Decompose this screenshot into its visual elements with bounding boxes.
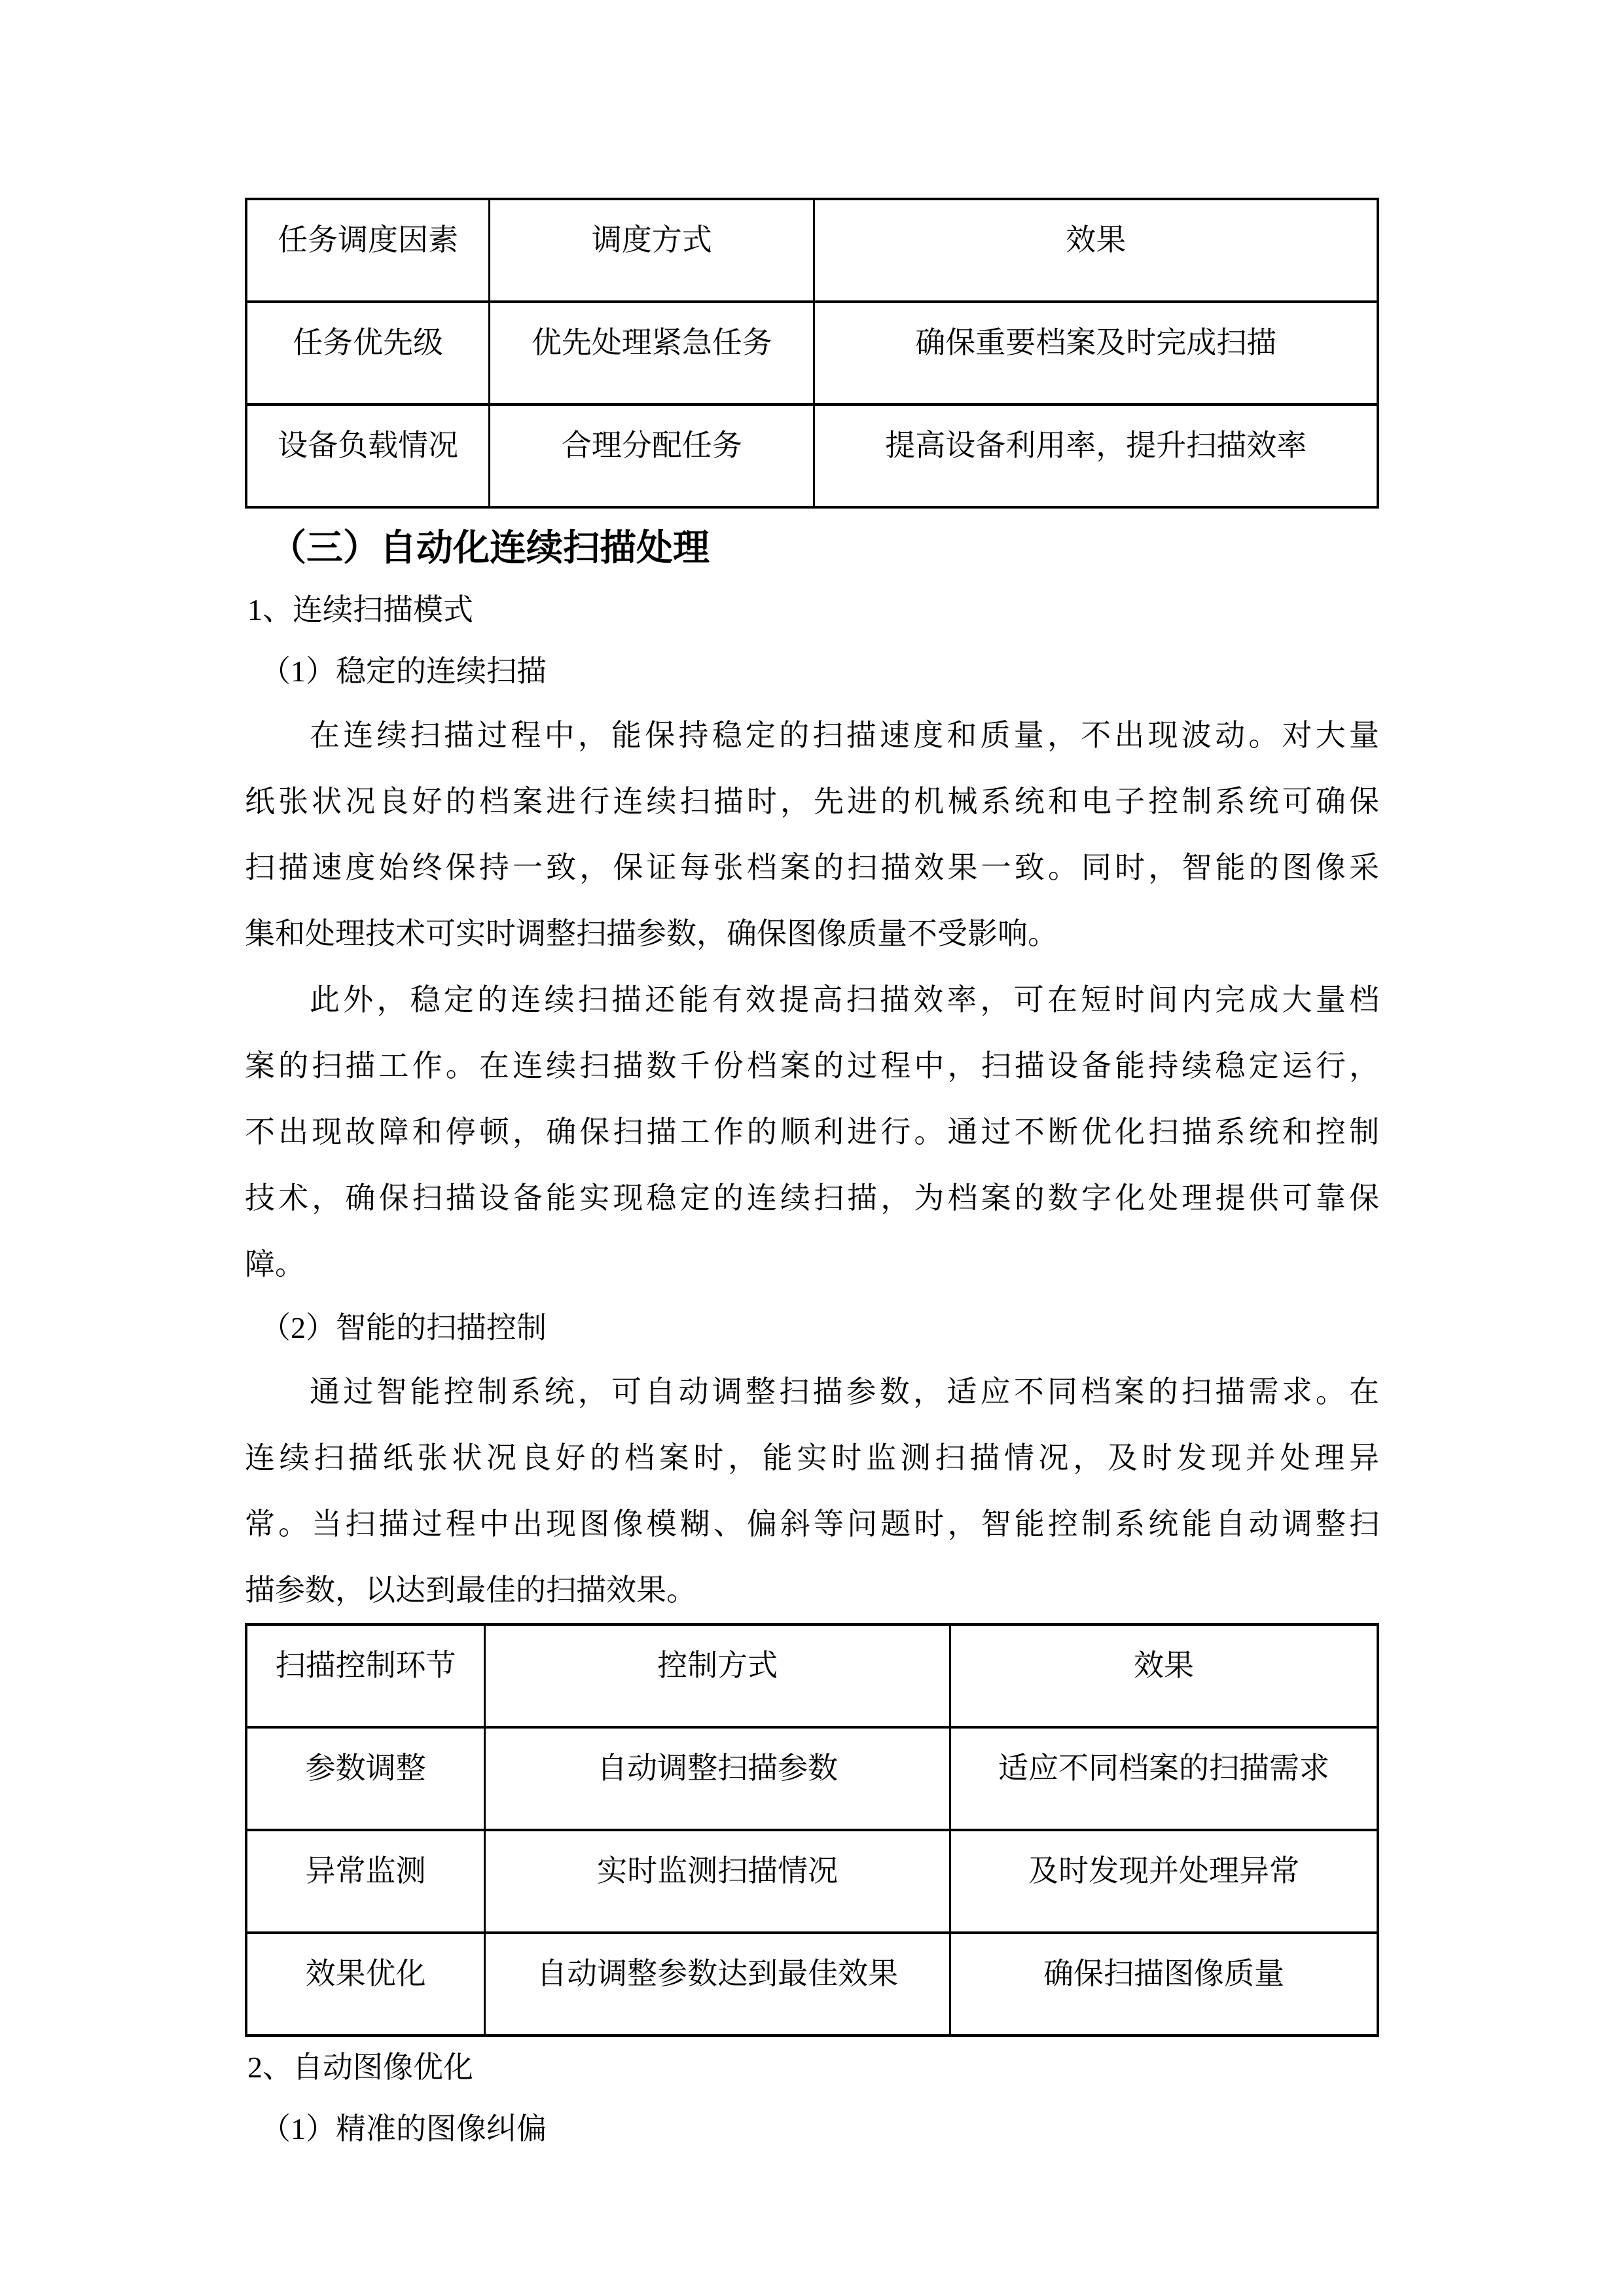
subsection-2-title: 2、自动图像优化 xyxy=(247,2051,473,2084)
item-1-2-title: （2）智能的扫描控制 xyxy=(261,1311,547,1344)
paragraph-line: 通过智能控制系统，可自动调整扫描参数，适应不同档案的扫描需求。在 xyxy=(310,1375,1379,1408)
table-cell: 效果优化 xyxy=(246,1933,485,2036)
table-cell: 自动调整扫描参数 xyxy=(485,1727,950,1830)
paragraph-line: 不出现故障和停顿，确保扫描工作的顺利进行。通过不断优化扫描系统和控制 xyxy=(245,1115,1379,1149)
paragraph-line: 集和处理技术可实时调整扫描参数，确保图像质量不受影响。 xyxy=(245,917,1058,950)
header-cell: 调度方式 xyxy=(490,199,814,302)
table-row xyxy=(246,1727,1378,1830)
paragraph-line: 扫描速度始终保持一致，保证每张档案的扫描效果一致。同时，智能的图像采 xyxy=(245,851,1379,884)
paragraph-line: 连续扫描纸张状况良好的档案时，能实时监测扫描情况，及时发现并处理异 xyxy=(245,1441,1379,1475)
paragraph-line: 障。 xyxy=(245,1247,305,1281)
table-cell: 设备负载情况 xyxy=(246,404,490,507)
header-cell: 控制方式 xyxy=(485,1624,950,1727)
content-flow xyxy=(245,0,1379,2160)
table-row xyxy=(246,1933,1378,2036)
table-cell: 自动调整参数达到最佳效果 xyxy=(485,1933,950,2036)
paragraph-line: 纸张状况良好的档案进行连续扫描时，先进的机械系统和电子控制系统可确保 xyxy=(245,785,1379,818)
table-cell: 参数调整 xyxy=(246,1727,485,1830)
table-cell: 异常监测 xyxy=(246,1830,485,1933)
item-2-1-title: （1）精准的图像纠偏 xyxy=(261,2112,547,2145)
header-cell: 任务调度因素 xyxy=(246,199,490,302)
table-row xyxy=(246,302,1378,404)
table-row xyxy=(246,1830,1378,1933)
paragraph-line: 描参数，以达到最佳的扫描效果。 xyxy=(245,1573,696,1607)
table-header-row xyxy=(246,1624,1378,1727)
table-row xyxy=(246,404,1378,507)
table-cell: 确保扫描图像质量 xyxy=(950,1933,1378,2036)
task-scheduling-table xyxy=(245,198,1379,509)
header-cell: 扫描控制环节 xyxy=(246,1624,485,1727)
table-cell: 优先处理紧急任务 xyxy=(490,302,814,404)
item-1-1-title: （1）稳定的连续扫描 xyxy=(261,655,547,688)
header-cell: 效果 xyxy=(814,199,1378,302)
table-cell: 确保重要档案及时完成扫描 xyxy=(814,302,1378,404)
table-cell: 适应不同档案的扫描需求 xyxy=(950,1727,1378,1830)
paragraph-stable-scanning-1 xyxy=(245,702,1379,967)
paragraph-smart-control xyxy=(245,1359,1379,1623)
table-cell: 及时发现并处理异常 xyxy=(950,1830,1378,1933)
paragraph-line: 此外，稳定的连续扫描还能有效提高扫描效率，可在短时间内完成大量档 xyxy=(310,983,1379,1016)
paragraph-line: 技术，确保扫描设备能实现稳定的连续扫描，为档案的数字化处理提供可靠保 xyxy=(245,1181,1379,1215)
paragraph-line: 常。当扫描过程中出现图像模糊、偏斜等问题时，智能控制系统能自动调整扫 xyxy=(245,1507,1379,1541)
section-heading: （三）自动化连续扫描处理 xyxy=(270,528,710,569)
paragraph-line: 在连续扫描过程中，能保持稳定的扫描速度和质量，不出现波动。对大量 xyxy=(310,719,1379,752)
paragraph-stable-scanning-2 xyxy=(245,967,1379,1297)
header-cell: 效果 xyxy=(950,1624,1378,1727)
table-cell: 合理分配任务 xyxy=(490,404,814,507)
table-cell: 任务优先级 xyxy=(246,302,490,404)
table-header-row xyxy=(246,199,1378,302)
subsection-1-title: 1、连续扫描模式 xyxy=(247,593,473,626)
table-cell: 实时监测扫描情况 xyxy=(485,1830,950,1933)
scan-control-table xyxy=(245,1623,1379,2037)
paragraph-line: 案的扫描工作。在连续扫描数千份档案的过程中，扫描设备能持续稳定运行， xyxy=(245,1049,1379,1083)
table-cell: 提高设备利用率，提升扫描效率 xyxy=(814,404,1378,507)
